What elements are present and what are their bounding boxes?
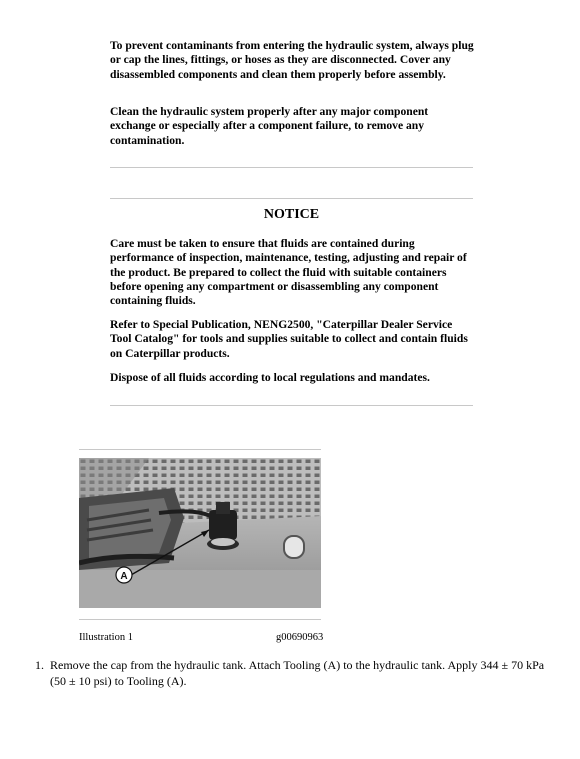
- hydraulic-tank-photo: [79, 458, 321, 608]
- notice-paragraph-fluids: Care must be taken to ensure that fluids are contained during performance of inspection, maintenance, testing, adjusting and repair of the product. Be prepared to collect the fluid with suitable containers before opening any compartment or disassembling any component containing fluids.: [110, 237, 467, 308]
- divider: [110, 198, 473, 199]
- callout-label-a: A: [120, 571, 128, 582]
- illustration-photo: [79, 458, 321, 608]
- step-text: Remove the cap from the hydraulic tank. Attach Tooling (A) to the hydraulic tank. Apply 344 ± 70 kPa (50 ± 10 psi) to Tooling (A).: [50, 658, 545, 688]
- divider: [110, 405, 473, 406]
- step-number: 1.: [35, 658, 44, 672]
- caution-paragraph-contaminants: To prevent contaminants from entering the hydraulic system, always plug or cap the lines, fittings, or hoses as they are disconnected. Cover any disassembled components and clean them properly before assembly.: [110, 39, 474, 81]
- notice-paragraph-dispose: Dispose of all fluids according to local regulations and mandates.: [110, 371, 430, 384]
- illustration-graphic-id: g00690963: [276, 632, 324, 643]
- notice-heading: NOTICE: [263, 207, 320, 222]
- illustration-bottom-rule: [79, 619, 321, 620]
- illustration-top-rule: [79, 449, 321, 450]
- notice-paragraph-tool-catalog: Refer to Special Publication, NENG2500, "Caterpillar Dealer Service Tool Catalog" for tools and supplies suitable to collect and contain fluids on Caterpillar products.: [110, 318, 468, 360]
- caution-paragraph-clean-system: Clean the hydraulic system properly after any major component exchange or especially after a component failure, to remove any contamination.: [110, 105, 429, 147]
- illustration-caption: Illustration 1: [79, 632, 133, 643]
- divider: [110, 167, 473, 168]
